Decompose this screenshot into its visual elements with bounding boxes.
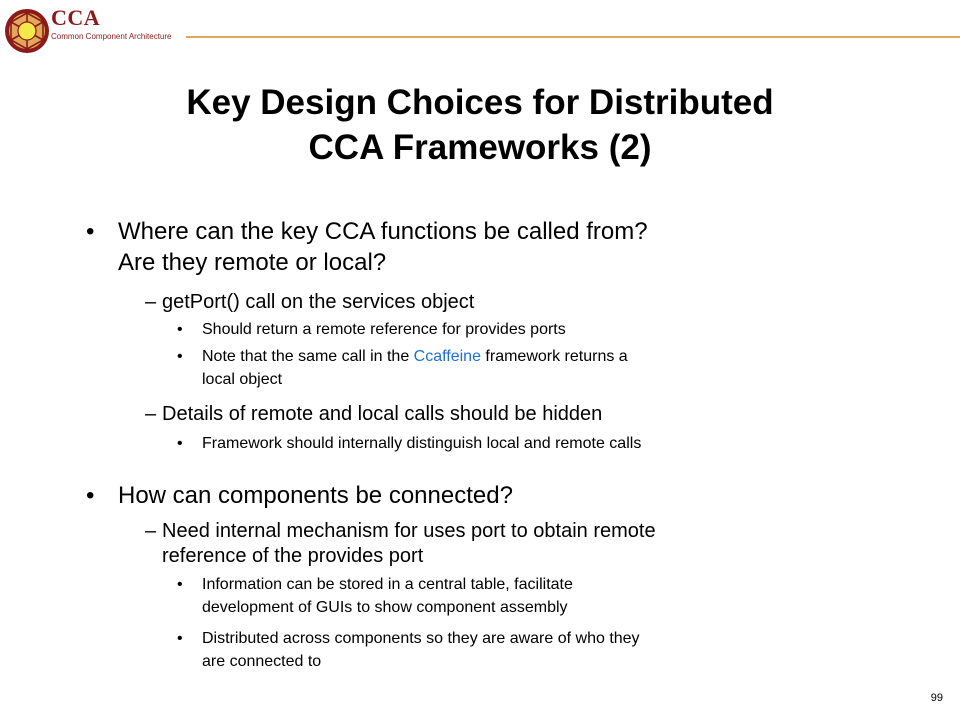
dash-marker: – (145, 403, 157, 425)
brand-name: CCA (51, 5, 101, 30)
note-text-pre: Note that the same call in the (202, 348, 414, 365)
bullet-marker: • (177, 630, 183, 647)
bullet-marker: • (177, 576, 183, 593)
bullet-marker: • (177, 321, 183, 338)
third-bullet-distributed-line-1: Distributed across components so they are aware of who they (202, 630, 640, 647)
third-bullet-ccaffeine-note-cont: local object (202, 371, 283, 388)
sub-bullet-internal-mechanism-line-1: Need internal mechanism for uses port to obtain remote (162, 520, 656, 542)
third-bullet-central-table-line-1: Information can be stored in a central table, facilitate (202, 576, 573, 593)
sub-bullet-internal-mechanism-line-2: reference of the provides port (162, 545, 424, 567)
bullet-marker: • (86, 218, 95, 245)
page-number: 99 (930, 692, 943, 704)
bullet-2-line-1: How can components be connected? (118, 482, 513, 509)
third-bullet-remote-reference: Should return a remote reference for provides ports (202, 321, 566, 338)
dash-marker: – (145, 291, 157, 313)
bullet-1-line-2: Are they remote or local? (118, 249, 387, 276)
third-bullet-ccaffeine-note (202, 347, 628, 367)
sub-bullet-getport: getPort() call on the services object (162, 291, 475, 313)
third-bullet-distributed-line-2: are connected to (202, 653, 322, 670)
bullet-marker: • (177, 435, 183, 452)
slide-title-line-2: CCA Frameworks (2) (308, 128, 652, 167)
third-bullet-central-table-line-2: development of GUIs to show component assembly (202, 599, 568, 616)
note-text-post: framework returns a (480, 348, 628, 365)
sub-bullet-details-hidden: Details of remote and local calls should be hidden (162, 403, 603, 425)
slide-title-line-1: Key Design Choices for Distributed (186, 83, 774, 122)
third-bullet-framework-distinguish: Framework should internally distinguish local and remote calls (202, 435, 642, 452)
bullet-1-line-1: Where can the key CCA functions be called from? (118, 218, 648, 245)
bullet-marker: • (177, 348, 183, 365)
brand-subtitle: Common Component Architecture (51, 32, 172, 41)
bullet-marker: • (86, 482, 95, 509)
dash-marker: – (145, 520, 157, 542)
ccaffeine-link[interactable]: Ccaffeine (413, 348, 481, 365)
